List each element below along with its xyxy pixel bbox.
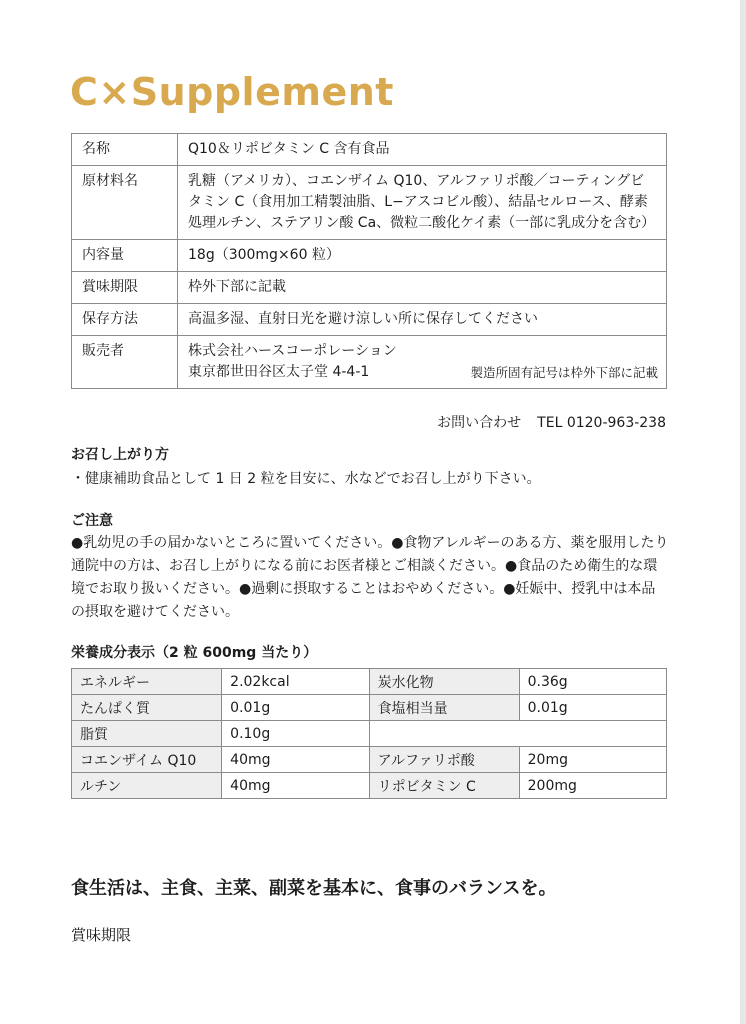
info-value	[178, 336, 667, 389]
nutrient-value: 200mg	[519, 773, 666, 799]
info-row-expiry	[72, 272, 667, 304]
nutrient-name: たんぱく質	[72, 695, 222, 721]
nutrition-row	[72, 773, 667, 799]
seller-address-line	[188, 362, 656, 383]
expiry-date-label: 賞味期限	[71, 926, 132, 944]
page-edge-strip	[740, 0, 746, 1024]
nutrition-table	[71, 668, 667, 799]
nutrition-row	[72, 721, 667, 747]
info-row-ingredients	[72, 166, 667, 240]
nutrition-row	[72, 669, 667, 695]
nutrition-title: 栄養成分表示（2 粒 600mg 当たり）	[71, 645, 318, 661]
nutrient-name: ルチン	[72, 773, 222, 799]
info-label: 販売者	[72, 336, 178, 389]
diet-tagline: 食生活は、主食、主菜、副菜を基本に、食事のバランスを。	[71, 878, 557, 899]
info-row-name	[72, 134, 667, 166]
brand-logo: C×Supplement	[70, 70, 394, 114]
usage-title: お召し上がり方	[71, 447, 169, 463]
info-value: 18g（300mg×60 粒）	[178, 240, 667, 272]
caution-title: ご注意	[71, 513, 113, 529]
info-value: 高温多湿、直射日光を避け涼しい所に保存してください	[178, 304, 667, 336]
info-value: Q10＆リポビタミン C 含有食品	[178, 134, 667, 166]
nutrient-value: 0.10g	[222, 721, 369, 747]
product-info-table	[71, 133, 667, 389]
nutrient-name: 食塩相当量	[369, 695, 519, 721]
info-value: 枠外下部に記載	[178, 272, 667, 304]
info-label: 賞味期限	[72, 272, 178, 304]
contact-info	[437, 412, 666, 432]
usage-text: ・健康補助食品として 1 日 2 粒を目安に、水などでお召し上がり下さい。	[71, 471, 541, 487]
info-row-seller	[72, 336, 667, 389]
nutrient-name: コエンザイム Q10	[72, 747, 222, 773]
info-label: 保存方法	[72, 304, 178, 336]
contact-tel: TEL 0120-963-238	[537, 415, 666, 431]
empty-cell	[369, 721, 666, 747]
nutrient-value: 0.01g	[519, 695, 666, 721]
info-label: 原材料名	[72, 166, 178, 240]
nutrient-value: 2.02kcal	[222, 669, 369, 695]
caution-text: ●乳幼児の手の届かないところに置いてください。●食物アレルギーのある方、薬を服用したり通院中の方は、お召し上がりになる前にお医者様とご相談ください。●食品のため衛生的な環境でお取り扱いください。●過剰に摂取することはおやめください。●妊娠中、授乳中は本品の摂取を避けてください。	[71, 535, 669, 620]
info-label: 内容量	[72, 240, 178, 272]
info-value: 乳糖（アメリカ）、コエンザイム Q10、アルファリポ酸／コーティングビタミン C（食用加工精製油脂、L−アスコビル酸）、結晶セルロース、酵素処理ルチン、ステアリン酸 Ca、微粒二酸化ケイ素（一部に乳成分を含む）	[178, 166, 667, 240]
nutrient-value: 0.36g	[519, 669, 666, 695]
nutrient-value: 40mg	[222, 747, 369, 773]
info-label: 名称	[72, 134, 178, 166]
nutrition-row	[72, 747, 667, 773]
nutrient-name: 炭水化物	[369, 669, 519, 695]
nutrient-value: 40mg	[222, 773, 369, 799]
nutrient-value: 20mg	[519, 747, 666, 773]
contact-label: お問い合わせ	[437, 415, 522, 431]
seller-address: 東京都世田谷区太子堂 4-4-1	[188, 364, 370, 380]
info-row-content	[72, 240, 667, 272]
seller-company: 株式会社ハースコーポレーション	[188, 343, 397, 359]
nutrient-name: エネルギー	[72, 669, 222, 695]
nutrient-value: 0.01g	[222, 695, 369, 721]
nutrient-name: アルファリポ酸	[369, 747, 519, 773]
nutrient-name: 脂質	[72, 721, 222, 747]
nutrient-name: リポビタミン C	[369, 773, 519, 799]
info-row-storage	[72, 304, 667, 336]
nutrition-row	[72, 695, 667, 721]
maker-code-note: 製造所固有記号は枠外下部に記載	[470, 365, 658, 380]
